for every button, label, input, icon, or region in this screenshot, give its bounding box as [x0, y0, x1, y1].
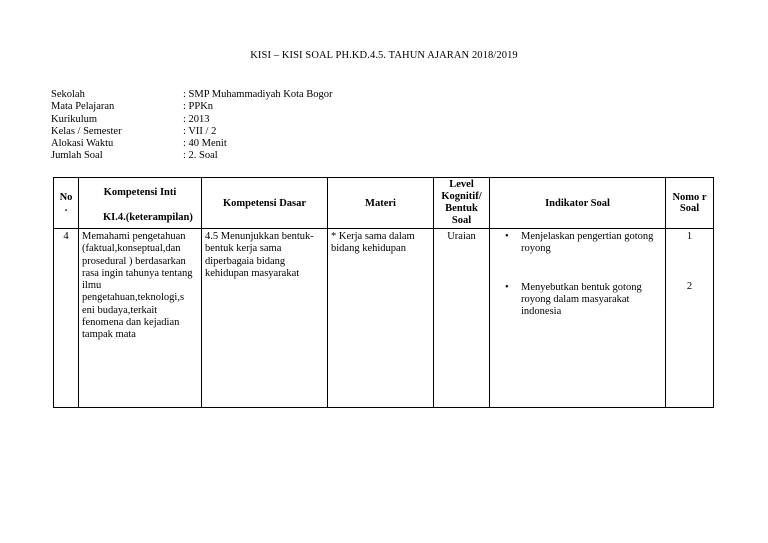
indikator-item: [505, 282, 662, 319]
cell-level: Uraian: [434, 229, 490, 408]
info-row-kurikulum: [51, 114, 333, 126]
header-ki-subtitle: KI.4.(keterampilan): [103, 211, 193, 223]
indikator-item: [505, 231, 662, 256]
header-nomor-soal: Nomo r Soal: [666, 178, 714, 229]
header-ki-title: Kompetensi Inti: [103, 186, 177, 198]
bullet-icon: •: [505, 281, 509, 293]
info-row-sekolah: [51, 89, 333, 101]
info-value: : 40 Menit: [183, 138, 227, 150]
table-row: [54, 229, 714, 408]
kisi-table: [53, 177, 714, 408]
bullet-icon: •: [505, 231, 509, 242]
document-title: KISI – KISI SOAL PH.KD.4.5. TAHUN AJARAN 2018/2019: [250, 50, 518, 61]
cell-kompetensi-dasar: 4.5 Menunjukkan bentuk-bentuk kerja sama diperbagaia bidang kehidupan masyarakat: [202, 229, 328, 408]
header-kompetensi-inti: [79, 178, 202, 229]
nomor-soal-1: 1: [686, 231, 693, 242]
indikator-text: Menjelaskan pengertian gotong royong: [521, 231, 654, 255]
info-value: : PPKn: [183, 101, 214, 113]
info-value: : VII / 2: [183, 125, 217, 137]
cell-materi: * Kerja sama dalam bidang kehidupan: [328, 229, 434, 408]
info-label: Mata Pelajaran: [51, 101, 115, 113]
info-row-jumlah-soal: [51, 150, 333, 162]
info-value: : 2. Soal: [183, 150, 218, 162]
header-indikator-soal: Indikator Soal: [490, 178, 666, 229]
info-row-mata-pelajaran: [51, 101, 333, 113]
header-no: No .: [54, 178, 79, 229]
header-materi: Materi: [328, 178, 434, 229]
cell-no: 4: [54, 229, 79, 408]
cell-indikator: [490, 229, 666, 408]
info-block: [51, 89, 333, 163]
header-level-kognitif: Level Kognitif/ Bentuk Soal: [434, 178, 490, 229]
info-value: : SMP Muhammadiyah Kota Bogor: [183, 89, 333, 100]
nomor-soal-2: 2: [686, 281, 693, 293]
info-label: Sekolah: [51, 89, 85, 100]
header-row: [54, 178, 714, 229]
cell-nomor: [666, 229, 714, 408]
header-kompetensi-dasar: Kompetensi Dasar: [202, 178, 328, 229]
indikator-text: Menyebutkan bentuk gotong royong dalam masyarakat indonesia: [521, 281, 642, 318]
info-row-kelas-semester: [51, 126, 333, 138]
info-value: : 2013: [183, 113, 210, 125]
cell-kompetensi-inti: Memahami pengetahuan (faktual,konseptual,dan prosedural ) berdasarkan rasa ingin tahunya tentang ilmu pengetahuan,teknologi,s eni budaya,terkait fenomena dan kejadian tampak mata: [79, 229, 202, 408]
info-label: Jumlah Soal: [51, 150, 103, 162]
info-label: Kurikulum: [51, 113, 98, 125]
info-label: Alokasi Waktu: [51, 138, 114, 150]
info-label: Kelas / Semester: [51, 125, 122, 137]
info-row-alokasi-waktu: [51, 138, 333, 150]
